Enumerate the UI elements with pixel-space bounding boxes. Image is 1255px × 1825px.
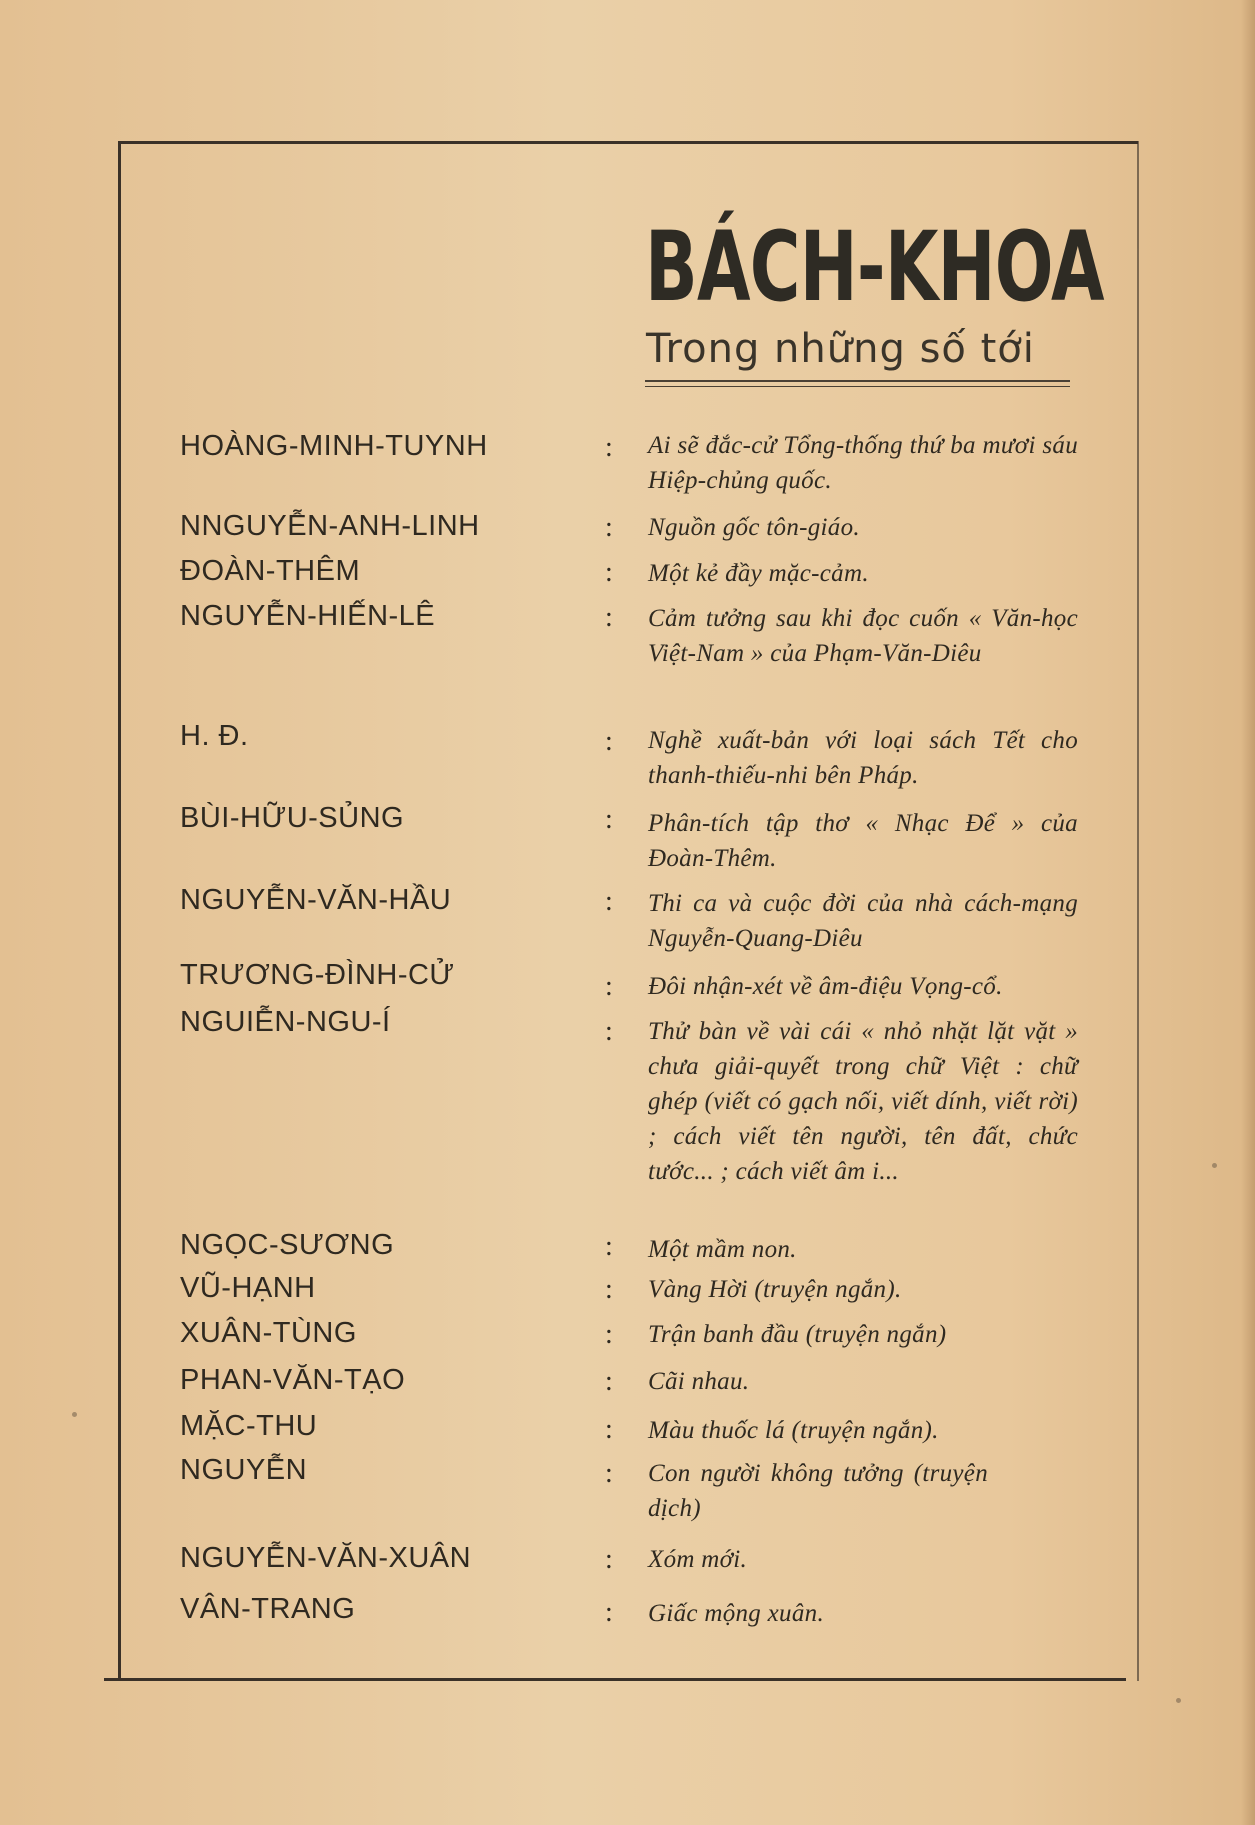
entry-colon: : — [605, 1231, 613, 1262]
entry-colon: : — [605, 971, 613, 1002]
entry-author: NGUYỄN — [180, 1454, 308, 1486]
paper-speck — [72, 1412, 77, 1417]
entry-author: NGUYỄN-VĂN-XUÂN — [180, 1542, 472, 1574]
entry-title: Một kẻ đầy mặc-cảm. — [648, 560, 869, 587]
entry-author: TRƯƠNG-ĐÌNH-CỬ — [180, 959, 455, 991]
entry-title: Vàng Hời (truyện ngắn). — [648, 1276, 902, 1303]
entry-title: Một mầm non. — [648, 1236, 797, 1263]
entry-colon: : — [605, 1414, 613, 1445]
entry-author: PHAN-VĂN-TẠO — [180, 1364, 406, 1396]
entry-colon: : — [605, 886, 613, 917]
entry-author: NGUYỄN-VĂN-HẦU — [180, 884, 452, 916]
paper-speck — [1176, 1698, 1181, 1703]
frame-bottom-rule — [104, 1678, 1126, 1681]
entry-author: H. Đ. — [180, 720, 249, 752]
entry-title: Phân-tích tập thơ « Nhạc Để » của Đoàn-Thêm. — [648, 810, 1078, 872]
entry-colon: : — [605, 602, 613, 633]
paper-speck — [1212, 1163, 1217, 1168]
entry-author: VŨ-HẠNH — [180, 1272, 316, 1304]
masthead-subtitle: Trong những số tới — [646, 326, 1035, 372]
entry-colon: : — [605, 1016, 613, 1047]
entry-author: ĐOÀN-THÊM — [180, 555, 361, 587]
entry-colon: : — [605, 1458, 613, 1489]
entry-author: MẶC-THU — [180, 1410, 318, 1442]
entry-title: Thử bàn về vài cái « nhỏ nhặt lặt vặt » chưa giải-quyết trong chữ Việt : chữ ghép (viết có gạch nối, viết dính, viết rời) ; cách viết tên người, tên đất, chức tước... ; cách viết âm i... — [648, 1018, 1078, 1185]
frame-left-rule — [118, 141, 121, 1681]
entry-colon: : — [605, 557, 613, 588]
entry-title: Giấc mộng xuân. — [648, 1600, 824, 1627]
entry-colon: : — [605, 432, 613, 463]
entry-title: Thi ca và cuộc đời của nhà cách-mạng Nguyễn-Quang-Diêu — [648, 890, 1078, 952]
entry-author: XUÂN-TÙNG — [180, 1317, 357, 1349]
entry-title: Nghề xuất-bản với loại sách Tết cho thanh-thiếu-nhi bên Pháp. — [648, 727, 1078, 789]
entry-title: Trận banh đầu (truyện ngắn) — [648, 1321, 947, 1348]
entry-colon: : — [605, 726, 613, 757]
entry-colon: : — [605, 1274, 613, 1305]
entry-title: Đôi nhận-xét về âm-điệu Vọng-cổ. — [648, 973, 1003, 1000]
entry-title: Xóm mới. — [648, 1546, 748, 1573]
entry-author: BÙI-HỮU-SỦNG — [180, 802, 405, 834]
entry-colon: : — [605, 1366, 613, 1397]
entry-author: HOÀNG-MINH-TUYNH — [180, 430, 488, 462]
page-edge-shadow — [1241, 0, 1255, 1825]
entry-author: NGUYỄN-HIẾN-LÊ — [180, 600, 436, 632]
entry-author: NGUIỄN-NGU-Í — [180, 1006, 391, 1038]
entry-colon: : — [605, 1544, 613, 1575]
entry-title: Con người không tưởng (truyện dịch) — [648, 1460, 988, 1522]
entry-title: Cãi nhau. — [648, 1368, 750, 1395]
entry-author: NGỌC-SƯƠNG — [180, 1229, 395, 1261]
entry-colon: : — [605, 512, 613, 543]
masthead-title: BÁCH-KHOA — [645, 211, 1104, 323]
entry-title: Ai sẽ đắc-cử Tổng-thống thứ ba mươi sáu Hiệp-chủng quốc. — [648, 432, 1078, 494]
entry-author: NNGUYỄN-ANH-LINH — [180, 510, 480, 542]
entry-author: VÂN-TRANG — [180, 1593, 356, 1625]
entry-colon: : — [605, 1319, 613, 1350]
entry-colon: : — [605, 1597, 613, 1628]
subtitle-rule-thin — [645, 386, 1070, 387]
subtitle-rule — [645, 380, 1070, 382]
entry-title: Màu thuốc lá (truyện ngắn). — [648, 1417, 939, 1444]
frame-right-rule — [1137, 141, 1139, 1681]
entry-colon: : — [605, 804, 613, 835]
entry-title: Nguồn gốc tôn-giáo. — [648, 514, 860, 541]
frame-top-rule — [118, 141, 1138, 144]
entry-title: Cảm tưởng sau khi đọc cuốn « Văn-học Việt-Nam » của Phạm-Văn-Diêu — [648, 605, 1078, 667]
